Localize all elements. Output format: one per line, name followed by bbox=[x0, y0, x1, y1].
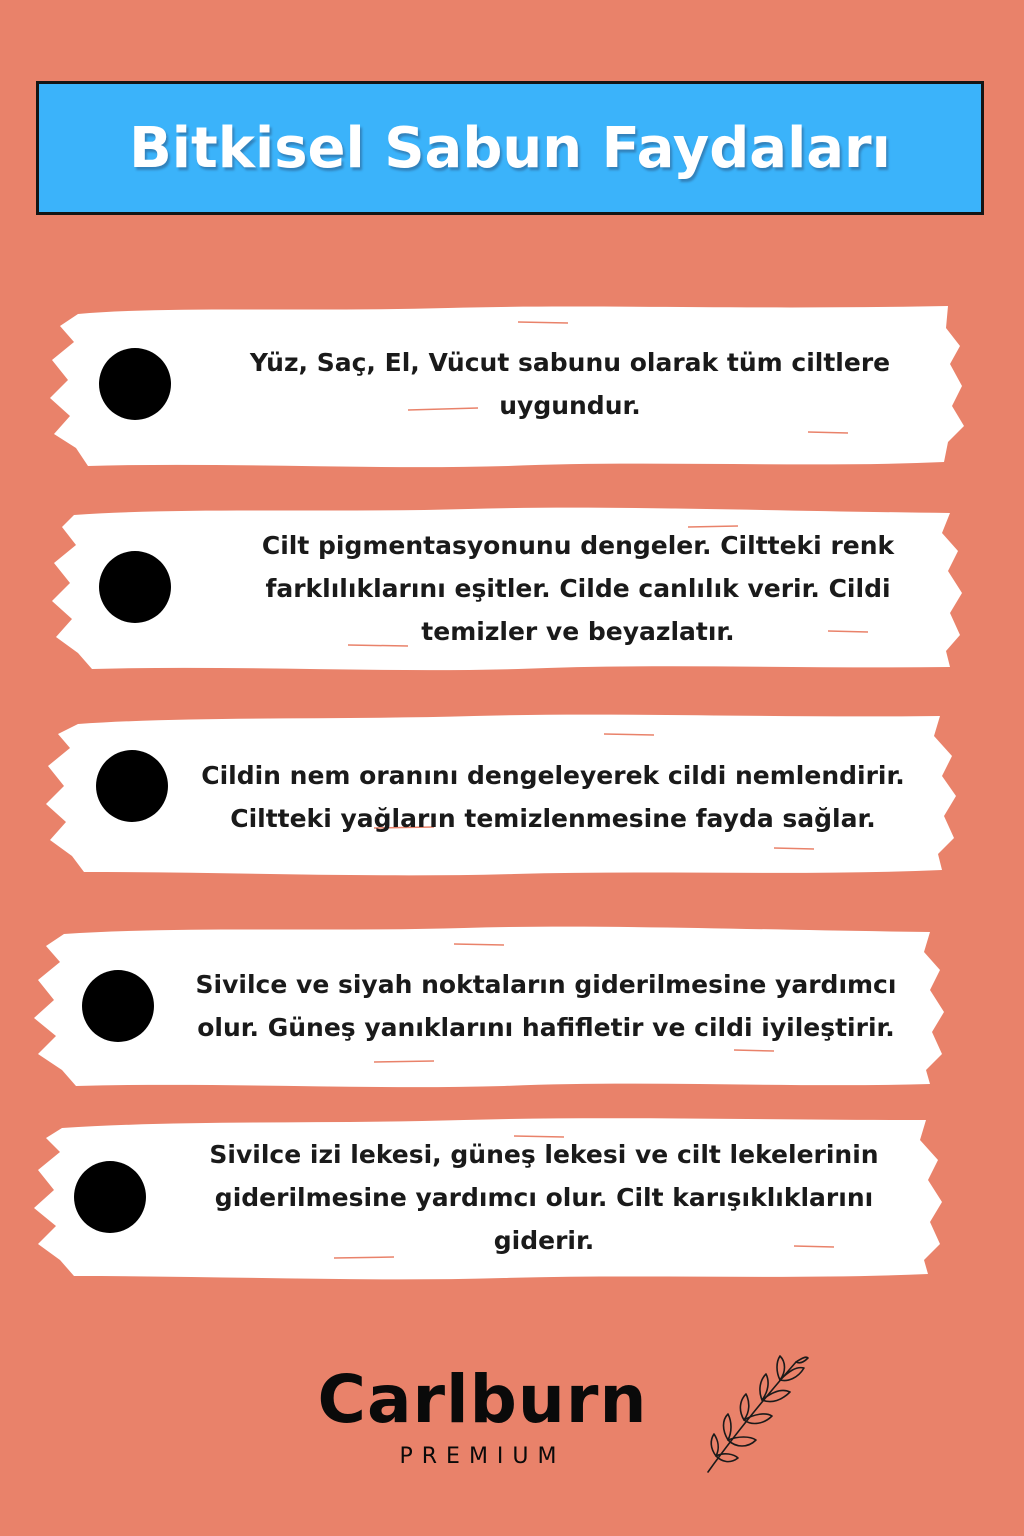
bullet-dot bbox=[99, 348, 171, 420]
bullet-dot bbox=[82, 970, 154, 1042]
bullet-dot bbox=[96, 750, 168, 822]
list-item bbox=[34, 922, 946, 1090]
list-item bbox=[48, 302, 964, 470]
brand-subtitle: PREMIUM bbox=[399, 1444, 566, 1469]
branch-icon bbox=[700, 1352, 810, 1476]
bullet-dot bbox=[99, 551, 171, 623]
list-item bbox=[34, 1114, 944, 1282]
page-title: Bitkisel Sabun Faydaları bbox=[129, 115, 891, 181]
item-text: Sivilce ve siyah noktaların giderilmesine yardımcı olur. Güneş yanıklarını hafifletir ve cildi iyileştirir. bbox=[195, 970, 897, 1042]
list-item bbox=[48, 505, 964, 673]
brand-logo bbox=[0, 1360, 1024, 1480]
bullet-dot bbox=[74, 1161, 146, 1233]
item-text: Cildin nem oranını dengeleyerek cildi nemlendirir. Ciltteki yağların temizlenmesine fayda sağlar. bbox=[201, 761, 905, 833]
item-text: Sivilce izi lekesi, güneş lekesi ve cilt lekelerinin giderilmesine yardımcı olur. Cilt karışıklıklarını giderir. bbox=[209, 1139, 879, 1255]
item-text: Yüz, Saç, El, Vücut sabunu olarak tüm ciltlere uygundur. bbox=[249, 348, 891, 420]
list-item bbox=[44, 710, 960, 878]
brand-name: Carlburn bbox=[317, 1361, 648, 1438]
title-banner bbox=[36, 81, 984, 215]
item-text: Cilt pigmentasyonunu dengeler. Ciltteki renk farklılıklarını eşitler. Cilde canlılık verir. Cildi temizler ve beyazlatır. bbox=[261, 530, 895, 646]
